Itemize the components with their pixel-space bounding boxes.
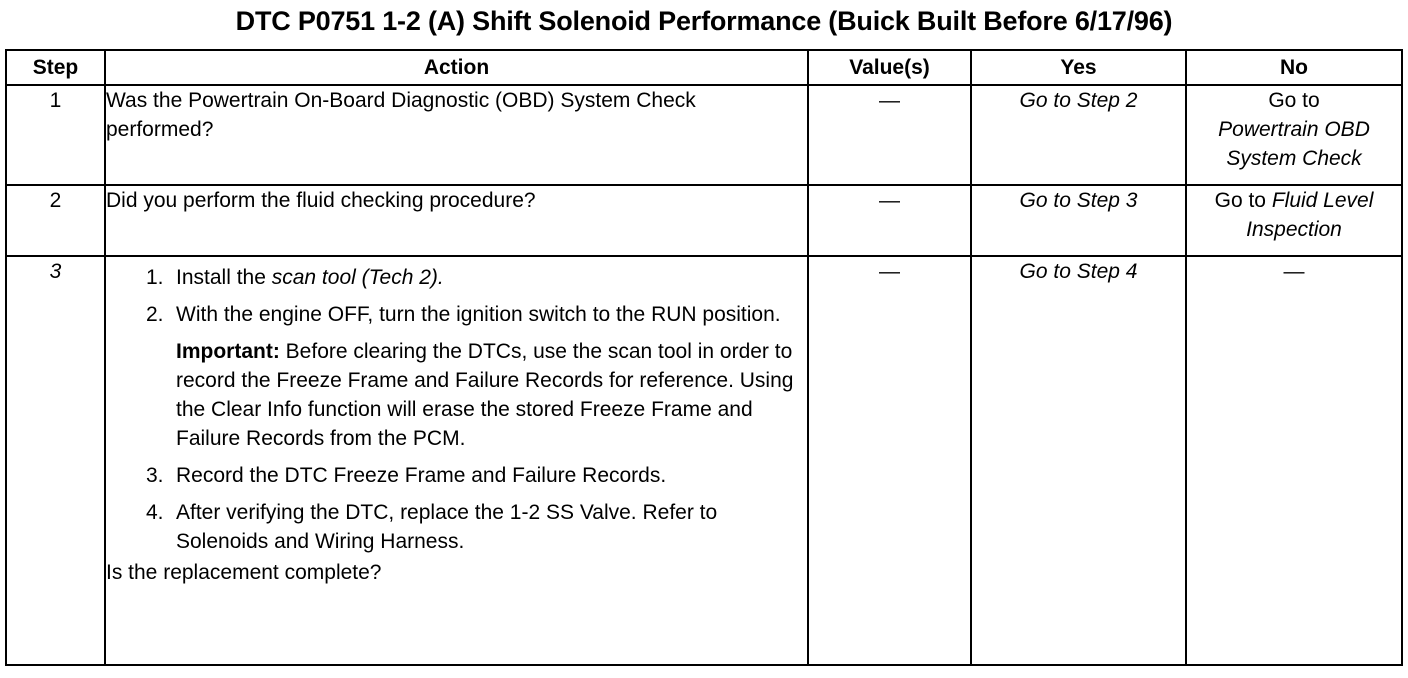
diagnostic-table	[5, 49, 1403, 666]
page-title: DTC P0751 1-2 (A) Shift Solenoid Performance (Buick Built Before 6/17/96)	[235, 6, 1173, 36]
item-text: Install the	[176, 266, 266, 289]
procedure-item	[146, 263, 807, 292]
value-cell: —	[808, 256, 971, 665]
action-cell	[105, 256, 808, 665]
header-no: No	[1186, 50, 1402, 85]
no-link[interactable]: Fluid Level Inspection	[1246, 189, 1374, 241]
procedure-item	[146, 461, 807, 490]
no-cell: —	[1186, 256, 1402, 665]
value-cell: —	[808, 85, 971, 185]
step-number: 2	[6, 185, 105, 256]
important-text: Before clearing the DTCs, use the scan tool in order to record the Freeze Frame and Failure Records for reference. Using the Clear Info function will erase the stored Freeze Frame and Failure Records from the PCM.	[176, 340, 794, 450]
yes-link[interactable]: Go to Step 4	[971, 256, 1186, 665]
item-number: 2.	[146, 303, 164, 326]
procedure-item	[146, 300, 807, 329]
step-number: 3	[6, 256, 105, 665]
important-note	[176, 337, 807, 453]
header-step: Step	[6, 50, 105, 85]
no-cell	[1186, 185, 1402, 256]
header-values: Value(s)	[808, 50, 971, 85]
procedure-list	[106, 263, 807, 329]
yes-link[interactable]: Go to Step 3	[971, 185, 1186, 256]
item-text: With the engine OFF, turn the ignition switch to the RUN position.	[176, 303, 781, 326]
value-cell: —	[808, 185, 971, 256]
table-row	[6, 256, 1402, 665]
header-yes: Yes	[971, 50, 1186, 85]
no-prefix: Go to	[1268, 89, 1320, 112]
no-prefix: Go to	[1214, 189, 1266, 212]
header-row	[6, 50, 1402, 85]
item-number: 1.	[146, 266, 164, 289]
table-row	[6, 185, 1402, 256]
item-number: 3.	[146, 464, 164, 487]
procedure-list	[106, 461, 807, 556]
action-text: Did you perform the fluid checking procedure?	[105, 185, 808, 256]
important-label: Important:	[176, 340, 280, 363]
procedure-item	[146, 498, 807, 556]
item-text: Record the DTC Freeze Frame and Failure Records.	[176, 464, 667, 487]
scan-tool-link[interactable]: scan tool (Tech 2).	[271, 266, 444, 289]
item-text: After verifying the DTC, replace the 1-2 SS Valve. Refer to Solenoids and Wiring Harness.	[176, 501, 718, 553]
header-action: Action	[105, 50, 808, 85]
item-number: 4.	[146, 501, 164, 524]
action-text: Was the Powertrain On-Board Diagnostic (OBD) System Check performed?	[105, 85, 808, 185]
no-link[interactable]: Powertrain OBD System Check	[1218, 118, 1370, 170]
table-row	[6, 85, 1402, 185]
yes-link[interactable]: Go to Step 2	[971, 85, 1186, 185]
question-text: Is the replacement complete?	[106, 561, 382, 584]
no-cell	[1186, 85, 1402, 185]
step-number: 1	[6, 85, 105, 185]
